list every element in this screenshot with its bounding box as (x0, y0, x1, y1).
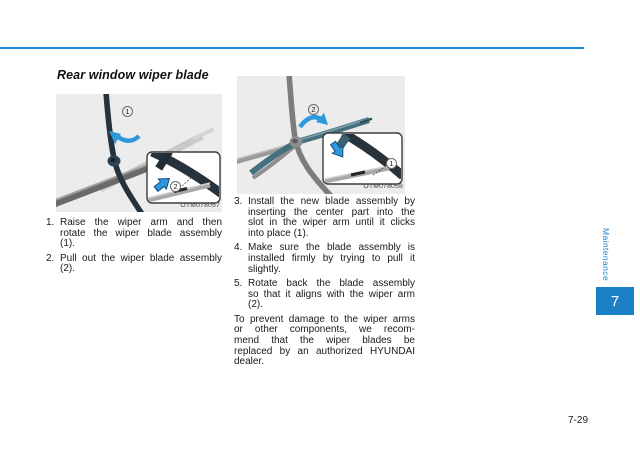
chapter-tab: 7 (596, 287, 634, 315)
callout-2: 2 (308, 104, 319, 115)
figure-wiper-removal (56, 94, 222, 212)
step-3 (234, 197, 415, 240)
step-number: 4. (234, 242, 243, 254)
step-text: Install the new blade assembly by inserting the center part into the slot in the wiper arm until it clicks into place (1). (248, 196, 415, 240)
rotate-back-arrow-icon (300, 113, 328, 127)
callout-1-inset: 1 (386, 158, 397, 169)
figure-code: OTM078058 (363, 183, 403, 190)
step-number: 5. (234, 277, 243, 289)
chapter-sidebar-label: Maintenance (601, 228, 611, 282)
step-number: 1. (46, 217, 55, 228)
step-text: Rotate back the blade assembly so that it aligns with the wiper arm (2). (248, 277, 415, 311)
step-number: 3. (234, 196, 243, 207)
step-number: 2. (46, 252, 55, 264)
page-title: Rear window wiper blade (57, 68, 209, 82)
dealer-note: To prevent damage to the wiper arms or other components, we recom- mend that the wiper blades be replaced by an authorized HYUNDAI dealer. (234, 313, 415, 368)
page-number: 7-29 (567, 415, 588, 426)
header-rule (0, 47, 584, 49)
callout-1: 1 (122, 106, 133, 117)
step-1 (46, 218, 222, 250)
wiper-install-illustration (237, 76, 405, 194)
inset-closeup (147, 149, 222, 203)
callout-2-inset: 2 (170, 181, 181, 192)
step-2 (46, 254, 222, 275)
step-text: Raise the wiper arm and then rotate the wiper blade assembly (1). (60, 217, 222, 250)
right-column (234, 197, 415, 368)
figure-code: OTM078057 (180, 202, 220, 209)
figure-wiper-install (237, 76, 405, 194)
wiper-removal-illustration (56, 94, 222, 212)
step-4 (234, 243, 415, 275)
step-5 (234, 279, 415, 311)
left-column (46, 218, 222, 279)
step-text: Pull out the wiper blade assembly (2). (60, 252, 222, 275)
step-text: Make sure the blade assembly is installed firmly by trying to pull it slightly. (248, 242, 415, 275)
